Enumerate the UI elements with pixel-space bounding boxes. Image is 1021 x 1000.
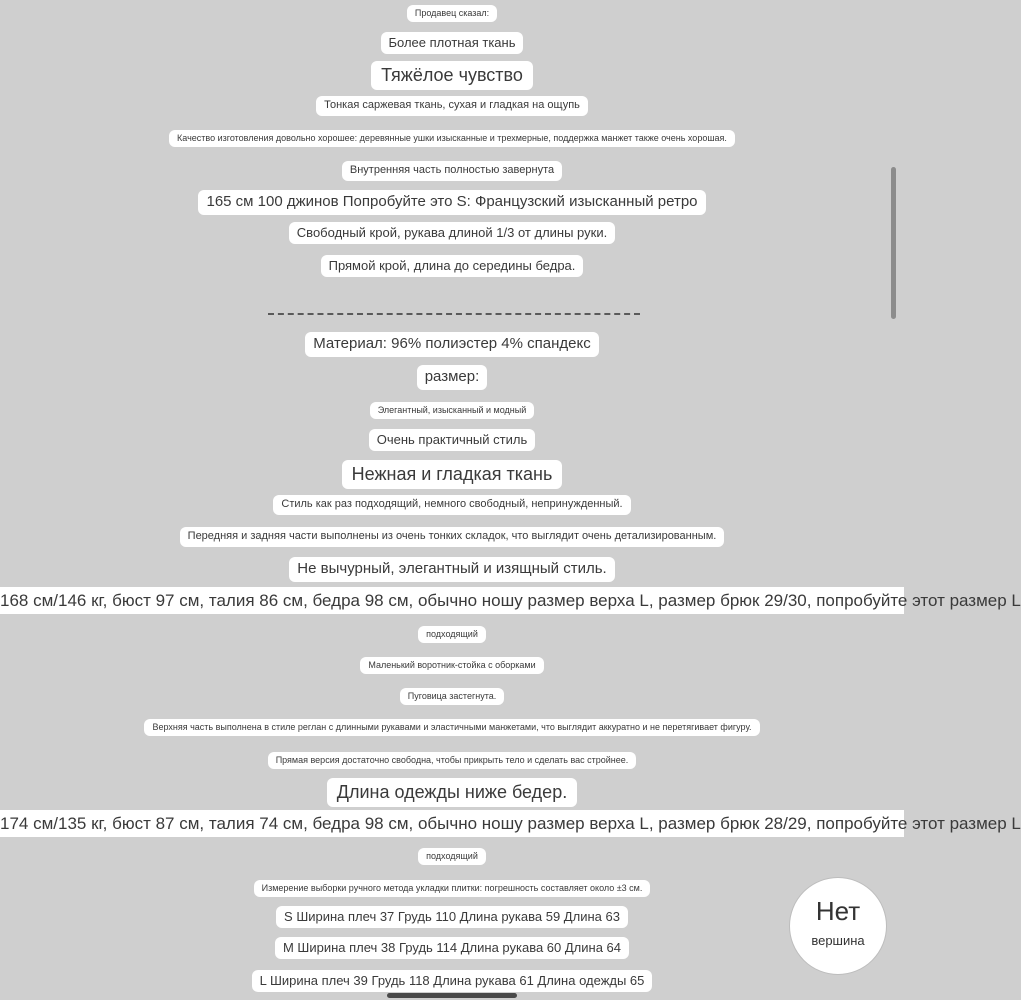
back-to-top-sublabel: вершина	[811, 933, 865, 948]
text-line	[0, 810, 1021, 837]
text-line	[0, 655, 904, 674]
text-line	[0, 624, 904, 643]
text-line	[0, 750, 904, 769]
text-label: 168 см/146 кг, бюст 97 см, талия 86 см, бедра 98 см, обычно ношу размер верха L, размер брюк 29/30, попробуйте этот размер L	[0, 587, 904, 614]
text-line	[0, 32, 904, 54]
text-line	[0, 222, 904, 244]
text-line	[0, 95, 904, 116]
home-indicator[interactable]	[387, 993, 517, 998]
text-label: Внутренняя часть полностью завернута	[342, 161, 562, 181]
text-label: размер:	[417, 365, 488, 390]
text-label: Тяжёлое чувство	[371, 61, 533, 90]
text-label: Передняя и задняя части выполнены из очень тонких складок, что выглядит очень детализированным.	[180, 527, 725, 547]
text-line	[0, 332, 904, 357]
text-label: Не вычурный, элегантный и изящный стиль.	[289, 557, 614, 582]
text-label: Пуговица застегнута.	[400, 688, 504, 705]
text-label: Элегантный, изысканный и модный	[370, 402, 535, 419]
text-line	[0, 400, 904, 419]
text-line	[0, 778, 904, 807]
text-label: Материал: 96% полиэстер 4% спандекс	[305, 332, 598, 357]
text-line	[0, 970, 904, 992]
text-line	[0, 494, 904, 515]
section-divider	[268, 313, 640, 315]
text-label: S Ширина плеч 37 Грудь 110 Длина рукава 59 Длина 63	[276, 906, 628, 928]
text-line	[0, 717, 904, 736]
text-label: M Ширина плеч 38 Грудь 114 Длина рукава 60 Длина 64	[275, 937, 629, 959]
text-line	[0, 190, 904, 215]
text-line	[0, 846, 904, 865]
text-label: Качество изготовления довольно хорошее: деревянные ушки изысканные и трехмерные, поддержка манжет также очень хорошая.	[169, 130, 735, 147]
text-label: подходящий	[418, 848, 486, 865]
text-line	[0, 460, 904, 489]
text-label: подходящий	[418, 626, 486, 643]
text-line	[0, 255, 904, 277]
text-line	[0, 3, 904, 22]
text-line	[0, 937, 904, 959]
text-line	[0, 429, 904, 451]
text-label: Стиль как раз подходящий, немного свободный, непринужденный.	[273, 495, 630, 515]
text-line	[0, 526, 904, 547]
text-line	[0, 878, 904, 897]
vertical-scrollbar[interactable]	[891, 167, 896, 319]
text-label: Продавец сказал:	[407, 5, 497, 22]
text-line	[0, 686, 904, 705]
text-label: 174 см/135 кг, бюст 87 см, талия 74 см, бедра 98 см, обычно ношу размер верха L, размер брюк 28/29, попробуйте этот размер L	[0, 810, 904, 837]
text-label: Верхняя часть выполнена в стиле реглан с длинными рукавами и эластичными манжетами, что выглядит аккуратно и не перетягивает фигуру.	[144, 719, 759, 736]
text-line	[0, 906, 904, 928]
text-label: L Ширина плеч 39 Грудь 118 Длина рукава 61 Длина одежды 65	[252, 970, 653, 992]
text-label: Очень практичный стиль	[369, 429, 535, 451]
text-label: Свободный крой, рукава длиной 1/3 от длины руки.	[289, 222, 615, 244]
text-line	[0, 557, 904, 582]
text-line	[0, 365, 904, 390]
back-to-top-label: Нет	[815, 896, 861, 926]
text-label: Более плотная ткань	[381, 32, 524, 54]
text-line	[0, 587, 1021, 614]
text-label: Прямой крой, длина до середины бедра.	[321, 255, 584, 277]
text-line	[0, 128, 904, 147]
text-line	[0, 160, 904, 181]
text-label: Прямая версия достаточно свободна, чтобы прикрыть тело и сделать вас стройнее.	[268, 752, 637, 769]
text-label: Длина одежды ниже бедер.	[327, 778, 577, 807]
text-label: Измерение выборки ручного метода укладки плитки: погрешность составляет около ±3 см.	[254, 880, 651, 897]
text-label: Нежная и гладкая ткань	[342, 460, 563, 489]
text-line	[0, 61, 904, 90]
back-to-top-button[interactable]	[789, 877, 887, 975]
text-label: Маленький воротник-стойка с оборками	[360, 657, 543, 674]
text-label: Тонкая саржевая ткань, сухая и гладкая на ощупь	[316, 96, 588, 116]
text-label: 165 см 100 джинов Попробуйте это S: Французский изысканный ретро	[198, 190, 705, 215]
